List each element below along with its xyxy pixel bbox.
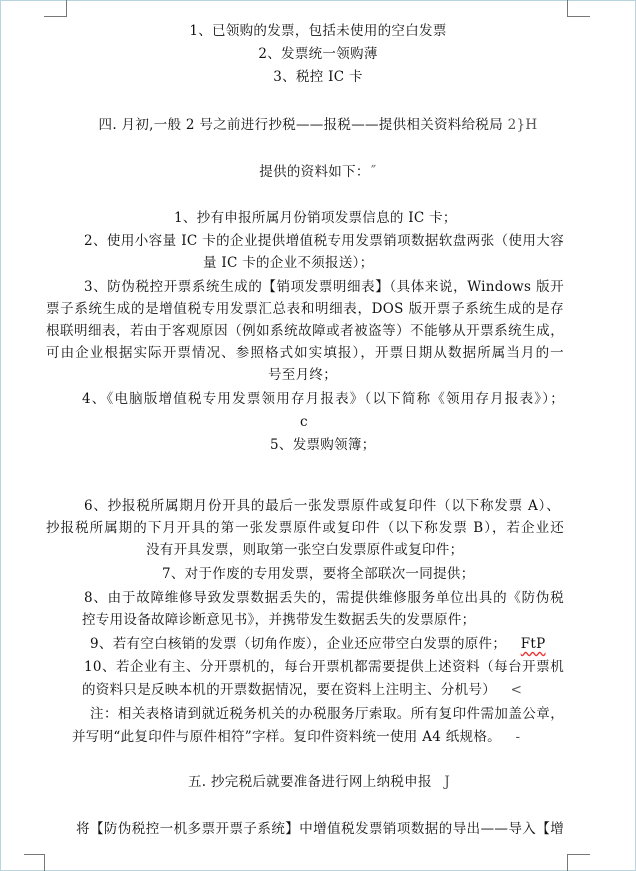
material-item-5: 5、发票购领簿；: [270, 437, 376, 453]
material-item-3-line-4: 可由企业根据实际开票情况、参照格式如实填报），开票日期从数据所属当月的一: [46, 345, 564, 361]
list-item-ic-card: 3、税控 IC 卡: [273, 69, 363, 85]
material-item-1: 1、抄有申报所属月份销项发票信息的 IC 卡；: [174, 210, 457, 226]
stray-mark: J: [444, 774, 451, 790]
material-item-10-line-1: 10、若企业有主、分开票机的，每台开票机都需要提供上述资料（每台开票机: [84, 659, 564, 675]
crop-mark-bottom-right: [567, 854, 590, 871]
list-item-purchased-invoices: 1、已领购的发票，包括未使用的空白发票: [189, 23, 447, 39]
note-line-2-text: 并写明“此复印件与原件相符”字样。复印件资料统一使用 A4 纸规格。: [72, 729, 501, 745]
section-heading-five-text: 五. 抄完税后就要准备进行网上纳税申报: [188, 774, 432, 790]
material-item-2-line-1: 2、使用小容量 IC 卡的企业提供增值税专用发票销项数据软盘两张（使用大容: [84, 233, 564, 249]
crop-mark-top-left: [44, 0, 67, 17]
materials-intro: [0, 163, 636, 181]
material-item-3-line-5: 号至月终；: [268, 367, 337, 383]
material-item-6-line-3: 没有开具发票，则取第一张空白发票原件或复印件；: [146, 542, 464, 558]
material-item-6-line-2: 抄报税所属期的下月开具的第一张发票原件或复印件（以下称发票 B），若企业还: [46, 520, 564, 536]
stray-mark: <: [510, 682, 523, 698]
material-item-2-line-2: 量 IC 卡的企业不须报送）；: [203, 255, 374, 271]
material-item-3-line-3: 根联明细表，若由于客观原因（例如系统故障或者被盗等）不能够从开票系统生成，: [46, 323, 564, 339]
material-item-6-line-1: 6、抄报税所属期月份开具的最后一张发票原件或复印件（以下称发票 A）、: [84, 498, 560, 514]
crop-mark-top-right: [567, 0, 590, 17]
material-item-10-line-2-text: 的资料只是反映本机的开票数据情况，要在资料上注明主、分机号）: [82, 682, 496, 698]
body-paragraph-export: 将【防伪税控一机多票开票子系统】中增值税发票销项数据的导出——导入【增: [76, 821, 564, 837]
material-item-8-line-1: 8、由于故障维修导致发票数据丢失的，需提供维修服务单位出具的《防伪税: [84, 590, 564, 606]
stray-mark: FtP: [520, 636, 546, 652]
list-item-invoice-book: 2、发票统一领购薄: [258, 46, 378, 62]
material-item-10-line-2: [82, 681, 522, 699]
note-line-1: 注：相关表格请到就近税务机关的办税服务厅索取。所有复印件需加盖公章，: [90, 706, 564, 722]
material-item-3-line-2: 票子系统生成的是增值税专用发票汇总表和明细表，DOS 版开票子系统生成的是存: [46, 301, 564, 317]
material-item-9: [90, 635, 546, 653]
material-item-8-line-2: 控专用设备故障诊断意见书》，并携带发生数据丢失的发票原件；: [82, 612, 476, 628]
stray-mark: ˝: [369, 164, 377, 180]
section-heading-four: [0, 116, 636, 134]
material-item-7: 7、对于作废的专用发票，要将全部联次一同提供；: [162, 566, 475, 582]
material-item-4: 4、《电脑版增值税专用发票领用存月报表》（以下简称《领用存月报表》）；: [82, 391, 564, 407]
material-item-3-line-1: 3、防伪税控开票系统生成的【销项发票明细表】（具体来说，Windows 版开: [84, 279, 564, 295]
note-line-2: [72, 728, 520, 746]
materials-intro-text: 提供的资料如下：: [259, 164, 370, 180]
material-item-9-text: 9、若有空白核销的发票（切角作废），企业还应带空白发票的原件；: [90, 636, 507, 652]
stray-mark: -: [515, 729, 521, 745]
stray-mark: 2}H: [507, 117, 538, 133]
crop-mark-bottom-left: [24, 854, 45, 871]
stray-character: c: [300, 414, 308, 430]
section-heading-five: [188, 773, 450, 791]
section-heading-four-text: 四. 月初,一般 2 号之前进行抄税——报税——提供相关资料给税局: [98, 117, 503, 133]
